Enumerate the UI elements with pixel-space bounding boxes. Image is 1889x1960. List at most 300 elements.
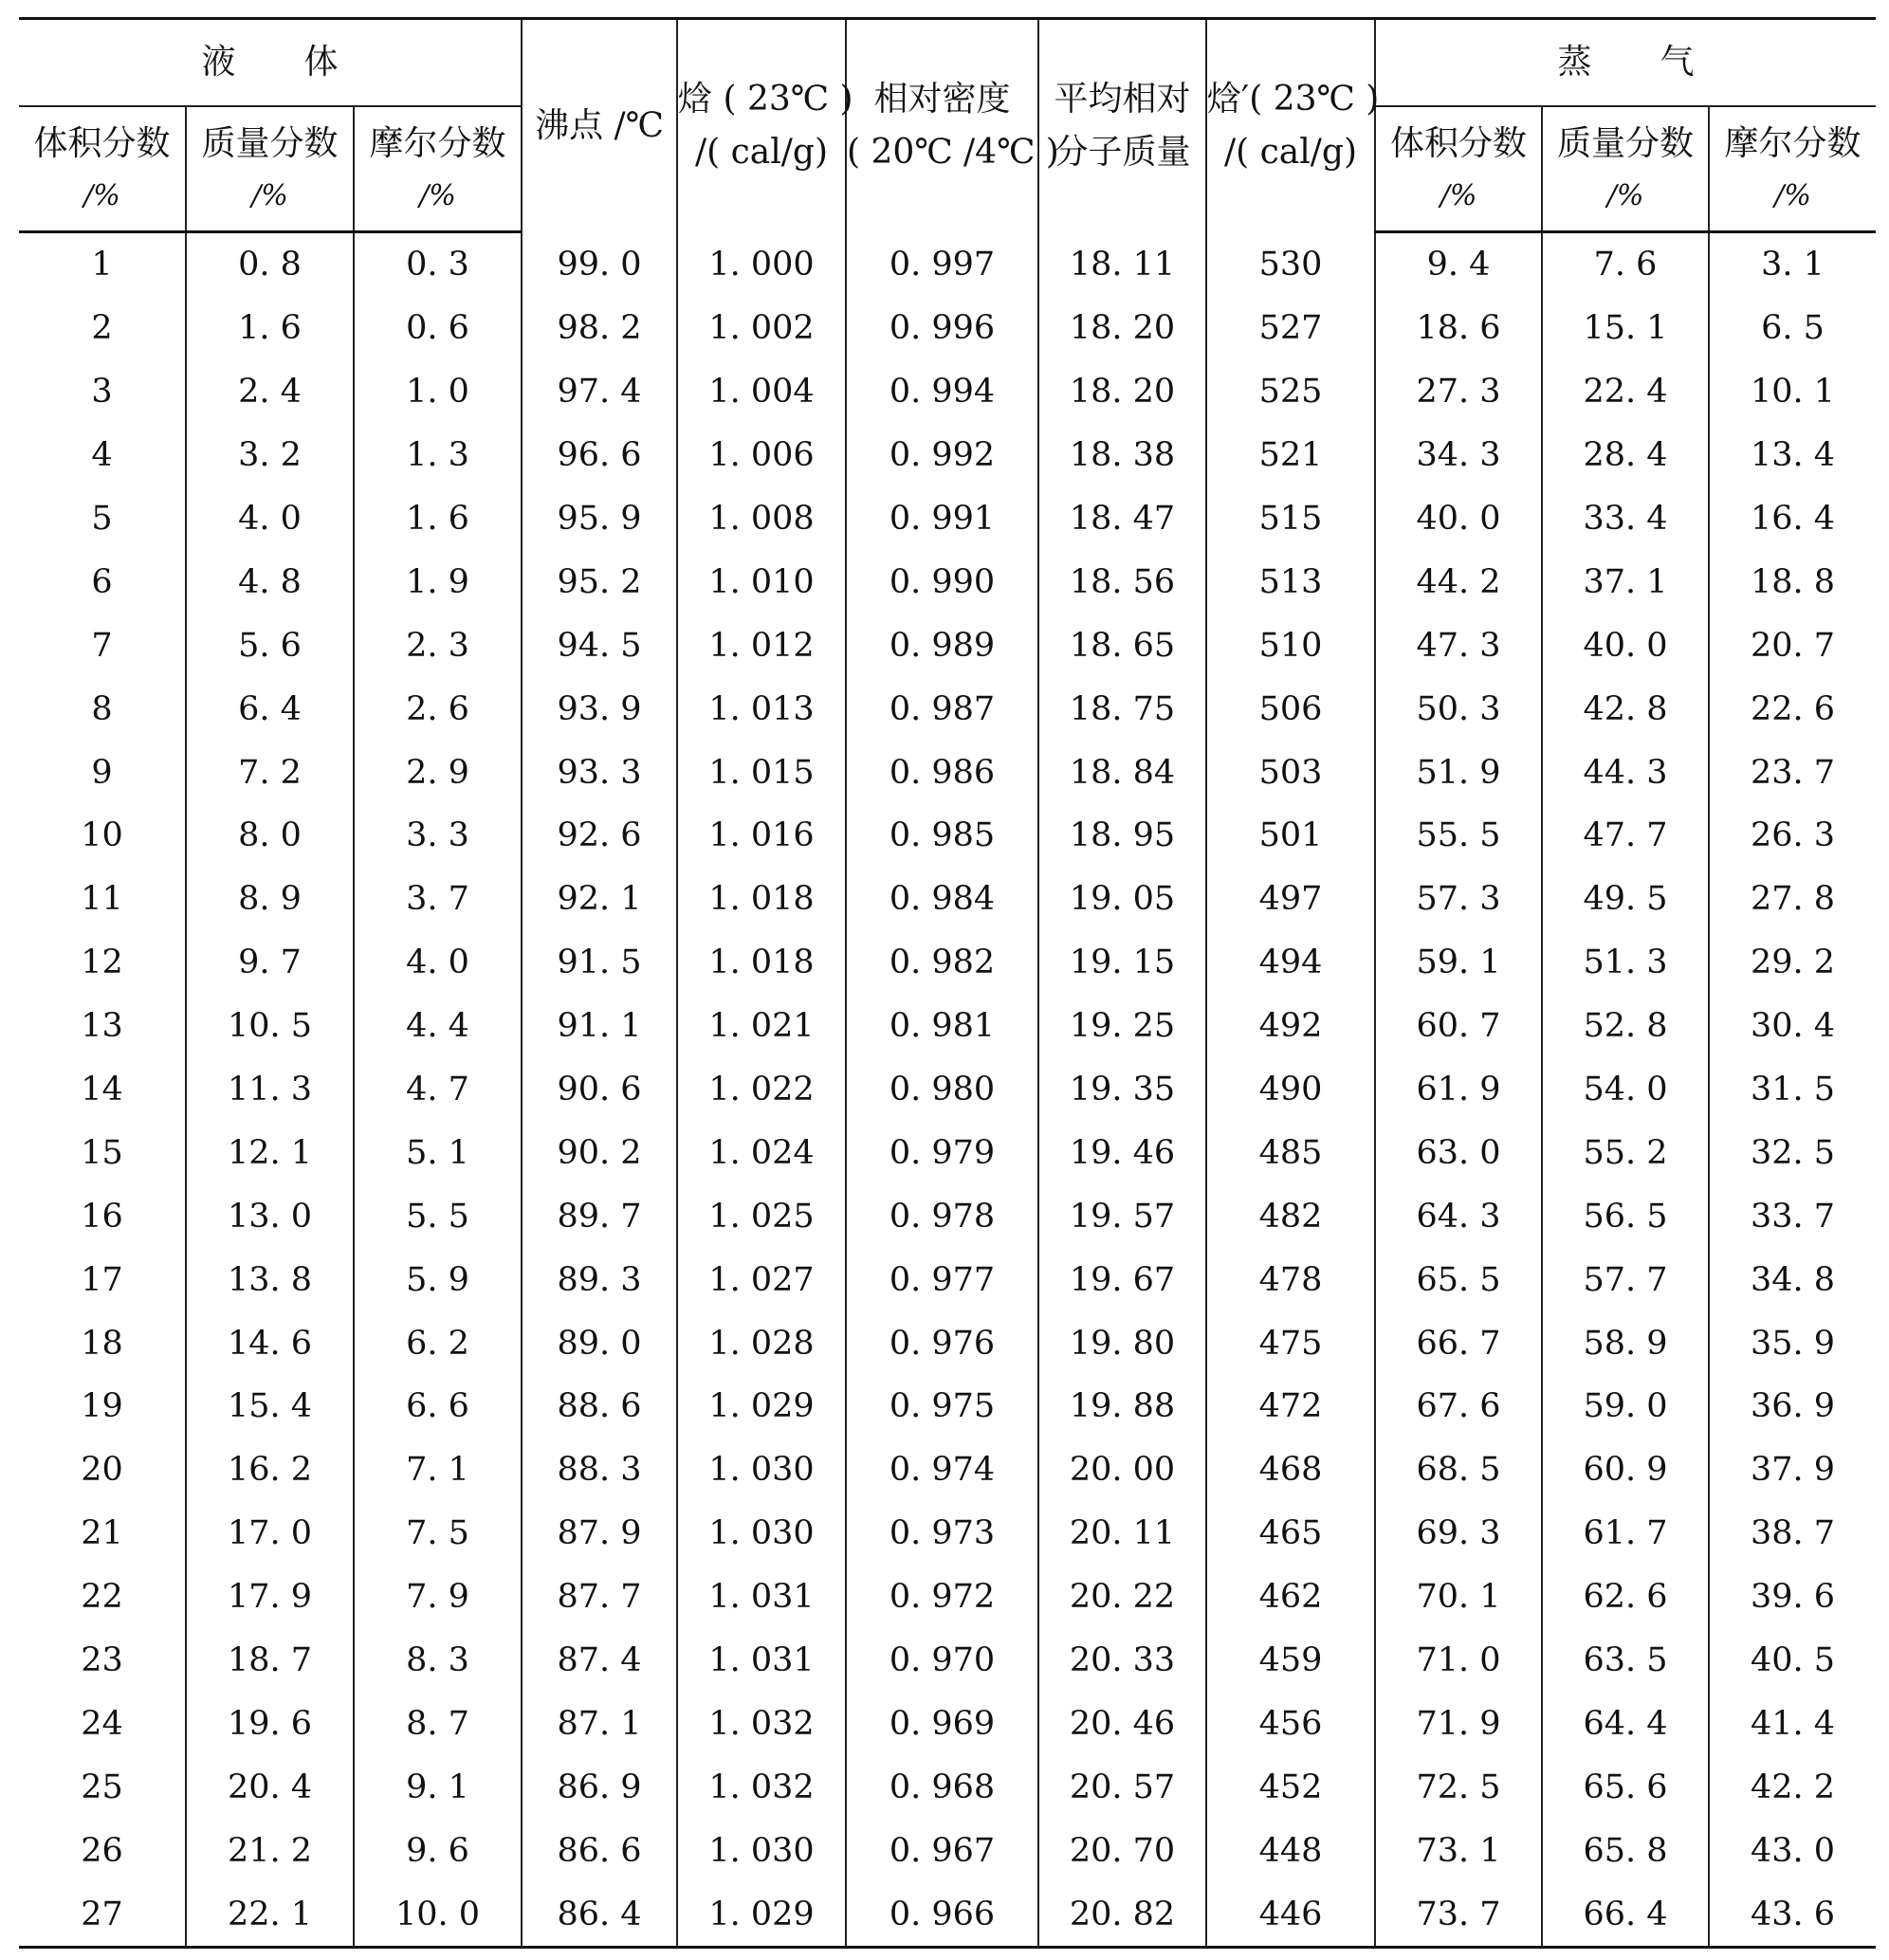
table-cell: 44. 3 [1542,741,1709,804]
table-cell: 10. 0 [354,1882,522,1947]
table-cell: 3 [91,373,113,412]
table-cell: 6. 6 [354,1375,522,1438]
table-cell: 0. 978 [846,1184,1038,1248]
vapor-mole-fraction-header [1709,106,1876,232]
table-cell: 9. 6 [354,1819,522,1882]
table-cell: 20. 46 [1038,1692,1206,1755]
table-cell: 54. 0 [1542,1058,1709,1122]
table-cell: 40. 0 [1542,614,1709,677]
table-cell: 0. 992 [846,424,1038,487]
table-cell: 10 [81,816,123,855]
table-cell: 1. 0 [354,360,522,424]
table-cell: 0. 968 [846,1755,1038,1819]
table-cell: 95. 9 [522,487,677,551]
table-cell: 7. 9 [354,1566,522,1629]
table-cell: 13 [81,1007,123,1046]
table-cell: 65. 5 [1375,1248,1542,1311]
table-cell: 497 [1206,868,1375,931]
table-cell: 37. 9 [1709,1438,1876,1502]
table-cell: 446 [1206,1882,1375,1947]
table-row [19,1819,1876,1882]
table-cell: 20. 70 [1038,1819,1206,1882]
table-cell: 21. 2 [186,1819,354,1882]
table-cell: 7. 1 [354,1438,522,1502]
table-cell: 8. 7 [354,1692,522,1755]
table-cell: 0. 982 [846,931,1038,995]
table-cell: 19. 57 [1038,1184,1206,1248]
table-cell: 16. 4 [1709,487,1876,551]
table-cell: 26 [81,1831,123,1870]
table-cell: 4. 7 [354,1058,522,1122]
table-cell: 60. 7 [1375,995,1542,1058]
table-cell: 462 [1206,1566,1375,1629]
table-cell: 71. 0 [1375,1629,1542,1693]
table-cell: 20. 00 [1038,1438,1206,1502]
table-cell: 7 [91,626,113,665]
table-cell: 39. 6 [1709,1566,1876,1629]
table-cell: 70. 1 [1375,1566,1542,1629]
table-cell: 56. 5 [1542,1184,1709,1248]
table-cell: 11 [81,880,123,919]
table-cell: 3. 7 [354,868,522,931]
table-cell: 5. 5 [354,1184,522,1248]
table-cell: 482 [1206,1184,1375,1248]
table-cell: 18. 56 [1038,550,1206,614]
table-cell: 448 [1206,1819,1375,1882]
table-cell: 87. 1 [522,1692,677,1755]
table-cell: 60. 9 [1542,1438,1709,1502]
table-row [19,741,1876,804]
boiling-point-header: 沸点 /℃ [522,19,677,232]
table-cell: 27 [19,1882,186,1947]
table-cell: 1. 021 [677,995,846,1058]
table-row [19,614,1876,677]
table-cell: 22. 1 [186,1882,354,1947]
table-cell: 0. 980 [846,1058,1038,1122]
table-cell: 6. 2 [354,1311,522,1375]
table-cell: 0. 984 [846,868,1038,931]
table-cell: 91. 5 [522,931,677,995]
table-cell: 35. 9 [1709,1311,1876,1375]
table-cell: 18. 38 [1038,424,1206,487]
table-row [19,804,1876,868]
table-row [19,1375,1876,1438]
table-cell: 513 [1206,550,1375,614]
table-cell: 0. 974 [846,1438,1038,1502]
table-cell: 18. 95 [1038,804,1206,868]
table-cell: 63. 5 [1542,1629,1709,1693]
table-cell: 91. 1 [522,995,677,1058]
table-cell: 50. 3 [1375,677,1542,741]
table-cell: 86. 6 [522,1819,677,1882]
table-cell: 18 [81,1324,123,1363]
table-cell: 0. 967 [846,1819,1038,1882]
vapor-enthalpy-header [1206,19,1380,232]
table-cell: 95. 2 [522,550,677,614]
table-cell: 19. 80 [1038,1311,1206,1375]
table-row [19,995,1876,1058]
table-cell: 92. 6 [522,804,677,868]
table-cell: 47. 3 [1375,614,1542,677]
table-cell: 58. 9 [1542,1311,1709,1375]
column-name: 体积分数 [33,124,171,164]
table-row [19,1311,1876,1375]
table-cell: 468 [1206,1438,1375,1502]
table-cell: 0. 987 [846,677,1038,741]
table-cell: 510 [1206,614,1375,677]
table-cell: 14. 6 [186,1311,354,1375]
table-row [19,931,1876,995]
table-cell: 42. 2 [1709,1755,1876,1819]
column-unit: /% [1606,179,1644,213]
table-cell: 0. 989 [846,614,1038,677]
table-cell: 59. 0 [1542,1375,1709,1438]
table-cell: 9. 1 [354,1755,522,1819]
table-cell: 459 [1206,1629,1375,1693]
table-row [19,550,1876,614]
table-cell: 1. 018 [677,868,846,931]
table-cell: 22. 4 [1542,360,1709,424]
table-cell: 5. 6 [186,614,354,677]
table-cell: 20. 82 [1038,1882,1206,1947]
table-cell: 14 [81,1071,123,1109]
table-cell: 38. 7 [1709,1502,1876,1566]
table-cell: 0. 977 [846,1248,1038,1311]
vapor-enthalpy-line2: /( cal/g) [1224,132,1358,172]
column-name: 体积分数 [1390,124,1528,164]
table-cell: 23. 7 [1709,741,1876,804]
table-cell: 28. 4 [1542,424,1709,487]
liquid-volume-fraction-header [19,106,186,232]
table-cell: 8. 9 [186,868,354,931]
table-cell: 0. 6 [354,297,522,360]
table-cell: 13. 4 [1709,424,1876,487]
table-cell: 87. 7 [522,1566,677,1629]
column-unit: /% [1774,179,1811,213]
table-cell: 0. 3 [354,232,522,297]
table-cell: 19. 15 [1038,931,1206,995]
table-cell: 86. 9 [522,1755,677,1819]
liquid-mole-fraction-header [354,106,522,232]
table-cell: 57. 7 [1542,1248,1709,1311]
table-row [19,1502,1876,1566]
table-cell: 15. 1 [1542,297,1709,360]
table-cell: 5. 9 [354,1248,522,1311]
table-cell: 64. 4 [1542,1692,1709,1755]
table-cell: 98. 2 [522,297,677,360]
table-cell: 1. 006 [677,424,846,487]
table-cell: 24 [81,1704,123,1743]
table-cell: 11. 3 [186,1058,354,1122]
table-cell: 1. 030 [677,1438,846,1502]
table-cell: 1. 029 [677,1882,846,1947]
table-cell: 7. 2 [186,741,354,804]
table-cell: 90. 6 [522,1058,677,1122]
table-cell: 43. 0 [1709,1819,1876,1882]
table-cell: 1. 015 [677,741,846,804]
table-cell: 94. 5 [522,614,677,677]
table-cell: 63. 0 [1375,1121,1542,1184]
table-row [19,1629,1876,1693]
liquid-enthalpy-header [677,19,853,232]
table-cell: 69. 3 [1375,1502,1542,1566]
table-cell: 8. 3 [354,1629,522,1693]
table-cell: 521 [1206,424,1375,487]
table-cell: 452 [1206,1755,1375,1819]
table-cell: 47. 7 [1542,804,1709,868]
table-cell: 10. 5 [186,995,354,1058]
table-cell: 18. 7 [186,1629,354,1693]
table-cell: 2 [91,309,113,348]
table-cell: 55. 5 [1375,804,1542,868]
table-cell: 0. 990 [846,550,1038,614]
table-cell: 27. 8 [1709,868,1876,931]
table-cell: 33. 4 [1542,487,1709,551]
table-cell: 1. 024 [677,1121,846,1184]
table-cell: 61. 9 [1375,1058,1542,1122]
table-cell: 30. 4 [1709,995,1876,1058]
table-cell: 5 [91,500,113,538]
table-cell: 8 [91,689,113,728]
table-cell: 494 [1206,931,1375,995]
table-row [19,868,1876,931]
table-cell: 27. 3 [1375,360,1542,424]
table-cell: 20. 33 [1038,1629,1206,1693]
table-cell: 9 [91,753,113,792]
table-cell: 32. 5 [1709,1121,1876,1184]
table-cell: 6 [91,562,113,601]
table-cell: 57. 3 [1375,868,1542,931]
table-cell: 1. 031 [677,1566,846,1629]
table-row [19,1248,1876,1311]
table-cell: 2. 6 [354,677,522,741]
table-cell: 0. 979 [846,1121,1038,1184]
table-cell: 3. 1 [1709,232,1876,297]
column-unit: /% [419,179,456,213]
table-cell: 530 [1206,232,1375,297]
table-row [19,1438,1876,1502]
table-cell: 90. 2 [522,1121,677,1184]
table-cell: 34. 3 [1375,424,1542,487]
column-unit: /% [83,179,120,213]
table-cell: 16. 2 [186,1438,354,1502]
table-cell: 1. 6 [354,487,522,551]
table-row [19,1566,1876,1629]
table-cell: 18. 65 [1038,614,1206,677]
table-cell: 0. 969 [846,1692,1038,1755]
table-cell: 20. 57 [1038,1755,1206,1819]
vapor-mass-fraction-header [1542,106,1709,232]
table-cell: 89. 7 [522,1184,677,1248]
table-cell: 4. 8 [186,550,354,614]
table-cell: 12 [81,943,123,982]
liquid-enthalpy-line1: 焓 ( 23℃ ) [678,79,853,119]
avg-molecular-mass-header [1038,19,1206,232]
table-row [19,1882,1876,1947]
table-cell: 1. 010 [677,550,846,614]
table-cell: 1. 029 [677,1375,846,1438]
table-cell: 97. 4 [522,360,677,424]
table-cell: 503 [1206,741,1375,804]
table-cell: 1. 030 [677,1819,846,1882]
table-cell: 31. 5 [1709,1058,1876,1122]
table-cell: 1. 002 [677,297,846,360]
table-cell: 96. 6 [522,424,677,487]
relative-density-line1: 相对密度 [873,79,1011,119]
table-cell: 19. 05 [1038,868,1206,931]
table-cell: 13. 0 [186,1184,354,1248]
table-cell: 16 [81,1197,123,1236]
table-cell: 49. 5 [1542,868,1709,931]
table-cell: 68. 5 [1375,1438,1542,1502]
table-cell: 19. 67 [1038,1248,1206,1311]
table-cell: 2. 3 [354,614,522,677]
table-cell: 88. 3 [522,1438,677,1502]
table-cell: 10. 1 [1709,360,1876,424]
table-cell: 478 [1206,1248,1375,1311]
table-cell: 1. 9 [354,550,522,614]
table-cell: 2. 9 [354,741,522,804]
table-cell: 88. 6 [522,1375,677,1438]
table-cell: 29. 2 [1709,931,1876,995]
table-cell: 87. 4 [522,1629,677,1693]
table-cell: 86. 4 [522,1882,677,1947]
table-row [19,1692,1876,1755]
table-cell: 20 [81,1451,123,1490]
table-cell: 64. 3 [1375,1184,1542,1248]
table-cell: 73. 1 [1375,1819,1542,1882]
table-cell: 34. 8 [1709,1248,1876,1311]
table-cell: 1. 030 [677,1502,846,1566]
table-cell: 37. 1 [1542,550,1709,614]
column-name: 质量分数 [201,124,339,164]
table-cell: 0. 972 [846,1566,1038,1629]
column-name: 质量分数 [1557,124,1695,164]
vapor-enthalpy-line1: 焓′( 23℃ ) [1207,79,1380,119]
table-cell: 40. 5 [1709,1629,1876,1693]
column-name: 摩尔分数 [369,124,506,164]
table-cell: 89. 0 [522,1311,677,1375]
table-cell: 55. 2 [1542,1121,1709,1184]
table-cell: 1. 025 [677,1184,846,1248]
table-cell: 515 [1206,487,1375,551]
table-cell: 12. 1 [186,1121,354,1184]
table-cell: 1. 008 [677,487,846,551]
table-cell: 18. 11 [1038,232,1206,297]
table-row [19,487,1876,551]
table-cell: 475 [1206,1311,1375,1375]
table-row [19,1755,1876,1819]
table-cell: 1. 004 [677,360,846,424]
table-cell: 25 [81,1768,123,1806]
table-cell: 0. 976 [846,1311,1038,1375]
column-unit: /% [251,179,288,213]
table-cell: 506 [1206,677,1375,741]
liquid-group-header: 液 体 [19,19,522,107]
table-cell: 1. 031 [677,1629,846,1693]
table-cell: 65. 8 [1542,1819,1709,1882]
table-cell: 485 [1206,1121,1375,1184]
table-cell: 1. 032 [677,1692,846,1755]
table-cell: 23 [81,1641,123,1680]
table-cell: 4. 4 [354,995,522,1058]
column-name: 摩尔分数 [1724,124,1861,164]
table-cell: 52. 8 [1542,995,1709,1058]
table-cell: 67. 6 [1375,1375,1542,1438]
table-cell: 5. 1 [354,1121,522,1184]
table-cell: 51. 9 [1375,741,1542,804]
table-cell: 59. 1 [1375,931,1542,995]
table-row [19,232,1876,297]
table-cell: 72. 5 [1375,1755,1542,1819]
table-cell: 0. 975 [846,1375,1038,1438]
table-cell: 0. 996 [846,297,1038,360]
table-cell: 41. 4 [1709,1692,1876,1755]
table-cell: 1. 022 [677,1058,846,1122]
avg-molecular-mass-line1: 平均相对 [1054,79,1191,119]
table-cell: 43. 6 [1709,1882,1876,1947]
table-cell: 525 [1206,360,1375,424]
liquid-enthalpy-line2: /( cal/g) [695,132,829,172]
table-cell: 2. 4 [186,360,354,424]
table-cell: 66. 7 [1375,1311,1542,1375]
table-cell: 22. 6 [1709,677,1876,741]
table-cell: 492 [1206,995,1375,1058]
table-cell: 93. 3 [522,741,677,804]
table-cell: 36. 9 [1709,1375,1876,1438]
table-cell: 33. 7 [1709,1184,1876,1248]
table-cell: 4. 0 [354,931,522,995]
relative-density-header [846,19,1059,232]
table-cell: 89. 3 [522,1248,677,1311]
table-cell: 1. 013 [677,677,846,741]
table-cell: 6. 5 [1709,297,1876,360]
table-cell: 71. 9 [1375,1692,1542,1755]
table-cell: 490 [1206,1058,1375,1122]
table-cell: 0. 985 [846,804,1038,868]
table-cell: 18. 75 [1038,677,1206,741]
table-cell: 61. 7 [1542,1502,1709,1566]
table-cell: 17. 0 [186,1502,354,1566]
table-cell: 1. 027 [677,1248,846,1311]
table-cell: 0. 8 [186,232,354,297]
table-cell: 7. 5 [354,1502,522,1566]
table-cell: 18. 20 [1038,297,1206,360]
table-cell: 18. 84 [1038,741,1206,804]
ethanol-water-data-table [19,17,1876,1949]
table-cell: 465 [1206,1502,1375,1566]
table-cell: 1. 000 [677,232,846,297]
table-cell: 0. 986 [846,741,1038,804]
table-cell: 456 [1206,1692,1375,1755]
table-cell: 93. 9 [522,677,677,741]
table-cell: 65. 6 [1542,1755,1709,1819]
table-cell: 8. 0 [186,804,354,868]
table-row [19,1121,1876,1184]
table-cell: 17 [81,1260,123,1299]
table-cell: 1. 016 [677,804,846,868]
table-row [19,297,1876,360]
table-cell: 4. 0 [186,487,354,551]
table-cell: 21 [81,1514,123,1553]
table-row [19,360,1876,424]
table-cell: 1. 032 [677,1755,846,1819]
table-cell: 1. 6 [186,297,354,360]
table-cell: 62. 6 [1542,1566,1709,1629]
table-body [19,232,1876,1948]
table-row [19,1058,1876,1122]
table-cell: 0. 997 [846,232,1038,297]
